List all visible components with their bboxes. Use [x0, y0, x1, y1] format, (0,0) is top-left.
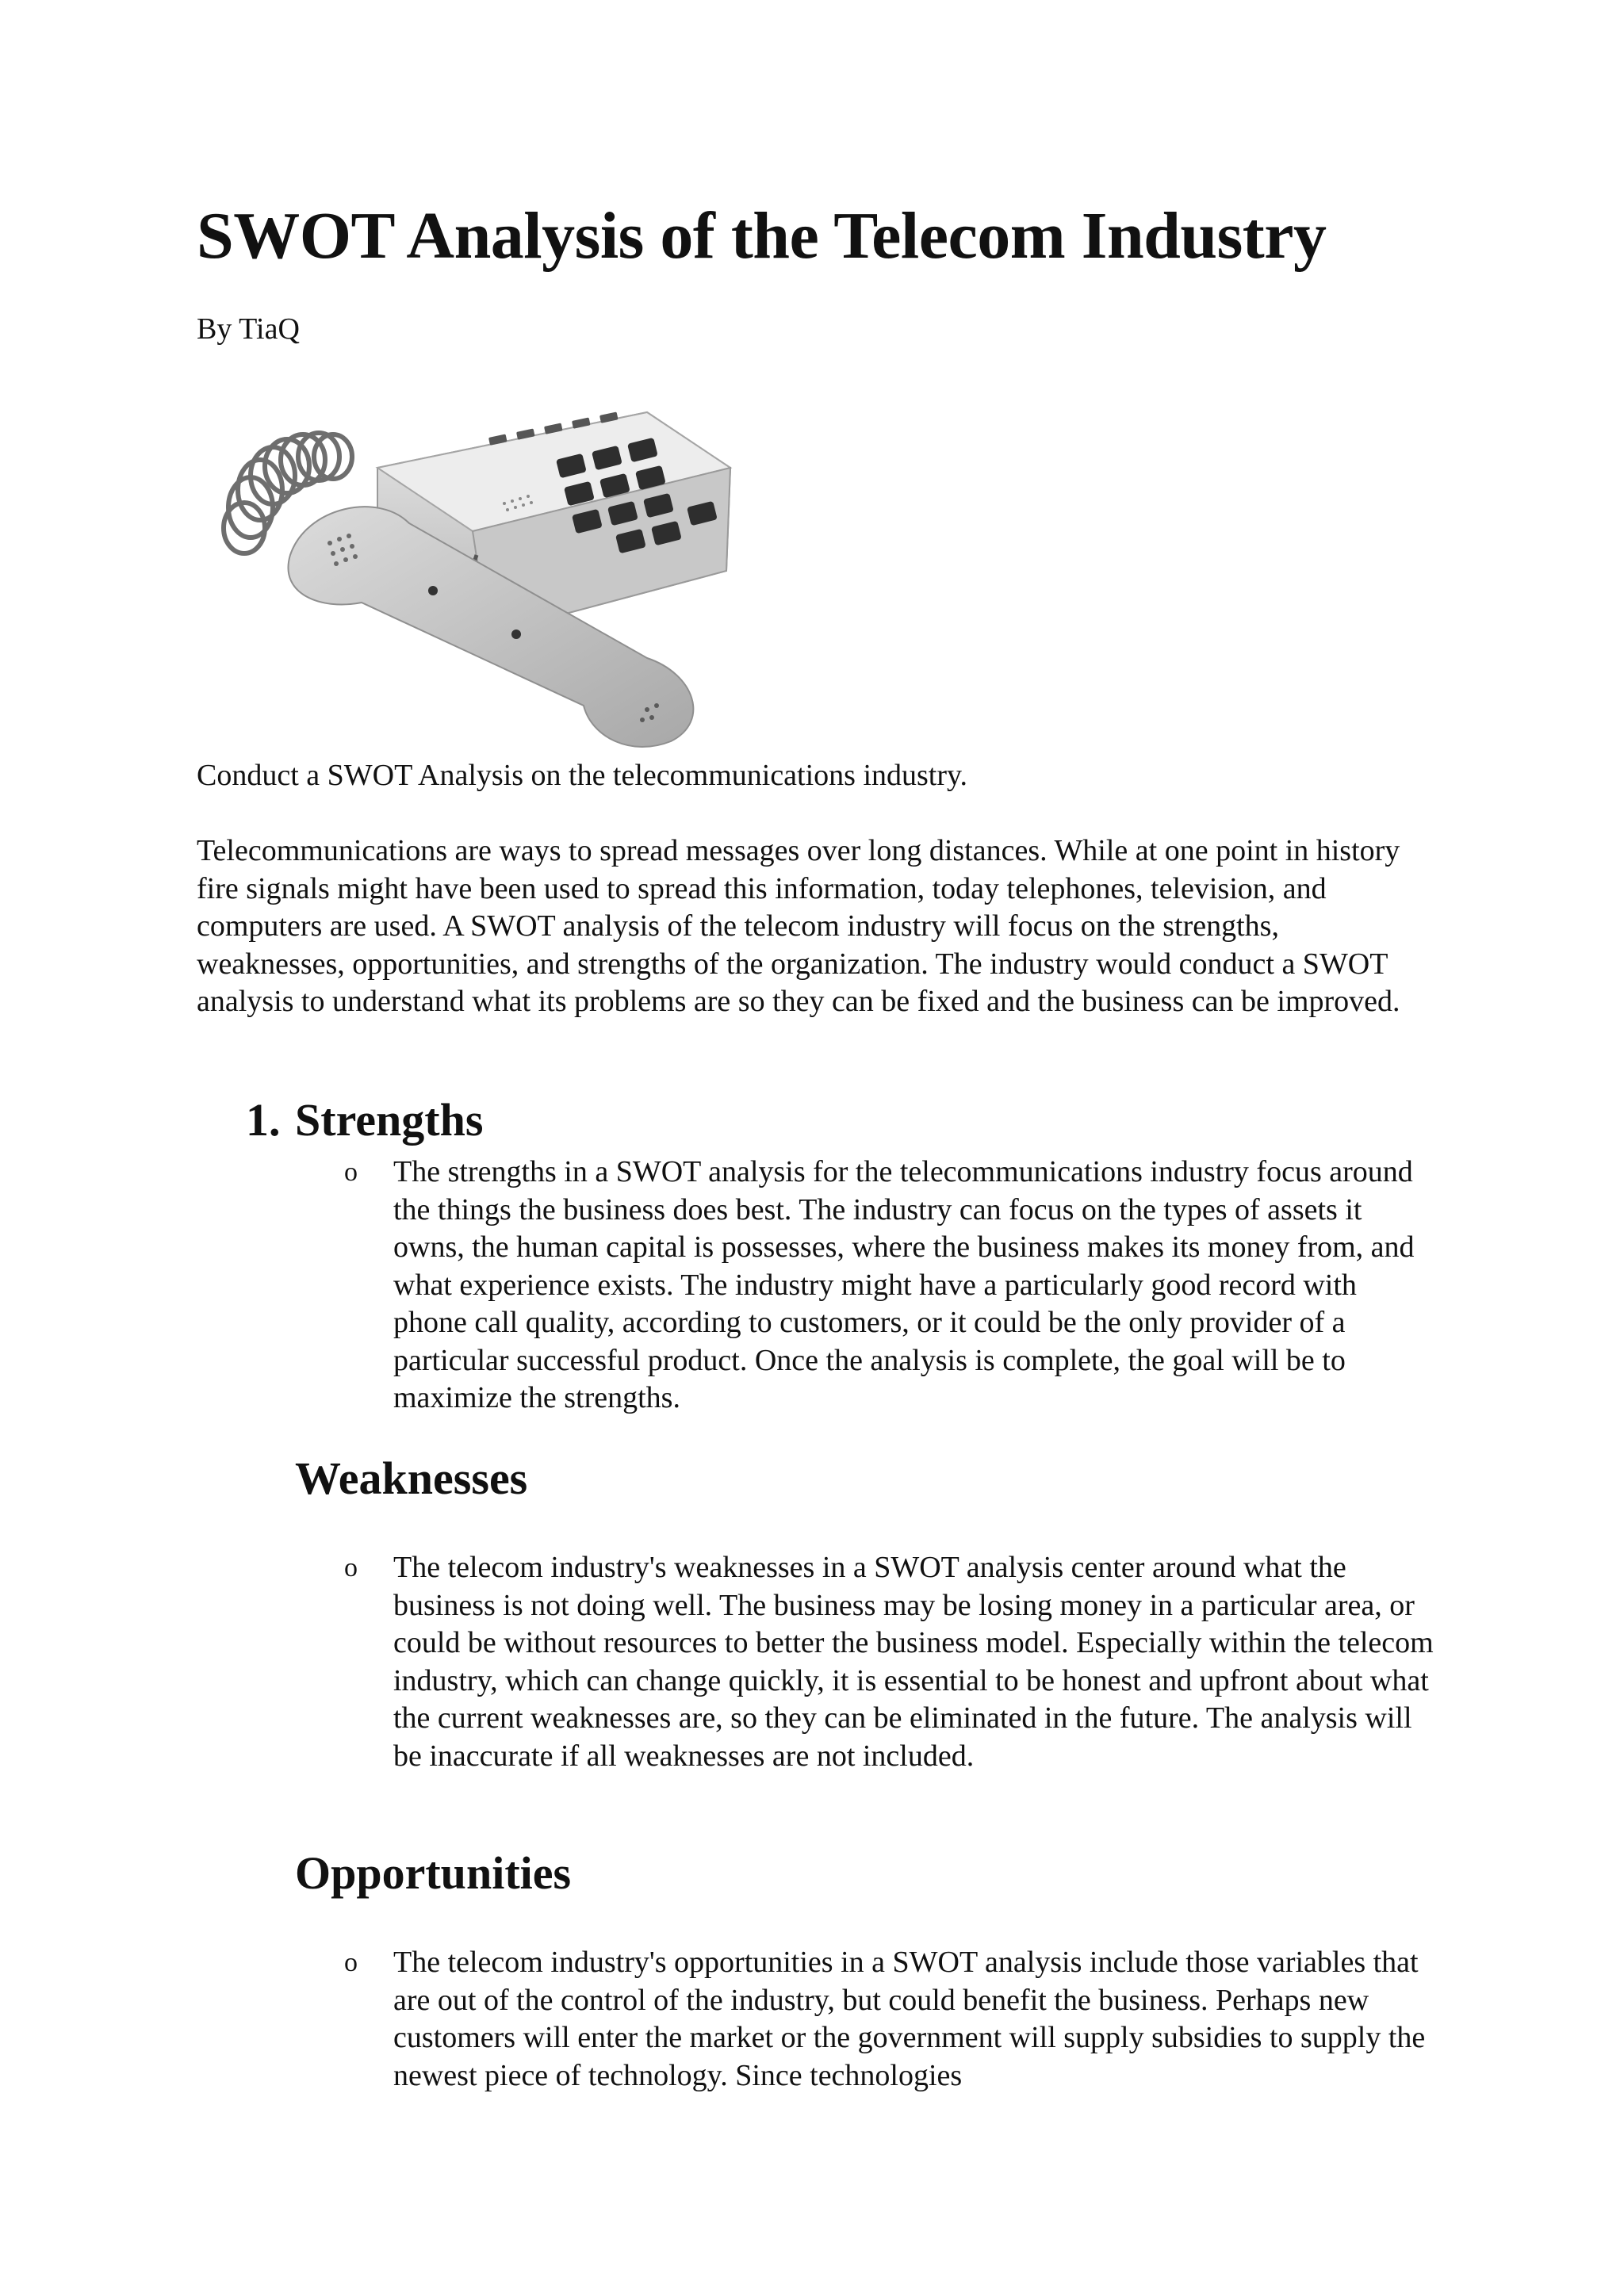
section-title: Weaknesses [295, 1452, 528, 1504]
bullet-marker: o [344, 1158, 358, 1187]
section-heading [246, 1094, 483, 1146]
author-byline: By TiaQ [197, 312, 300, 346]
bullet-text: The telecom industry's opportunities in a SWOT analysis include those variables that are out of the control of the industry, but could benefit the business. Perhaps new customers will enter the market or the government will supply subsidies to supply the newest piece of technology. Since technologies [393, 1946, 1426, 2092]
bullet-marker: o [344, 1948, 358, 1977]
section-title: Strengths [295, 1094, 484, 1146]
bullet-text: The strengths in a SWOT analysis for the telecommunications industry focus around the things the business does best. The industry can focus on the types of assets it owns, the human capital is possesses, where the business makes its money from, and what experience exists. The industry might have a particularly good record with phone call quality, according to customers, or it could be the only provider of a particular successful product. Once the analysis is complete, the goal will be to maximize the strengths. [393, 1155, 1415, 1414]
body-paragraph: Telecommunications are ways to spread messages over long distances. While at one point in history fire signals might have been used to spread this information, today telephones, television, and computers are used. A SWOT analysis of the telecom industry will focus on the strengths, weaknesses, opportunities, and strengths of the organization. The industry would conduct a SWOT analysis to understand what its problems are so they can be fixed and the business can be improved. [197, 834, 1400, 1018]
telephone-icon [203, 349, 766, 749]
bullet-text: The telecom industry's weaknesses in a SWOT analysis center around what the business is not doing well. The business may be losing money in a particular area, or could be without resources to better the business model. Especially within the telecom industry, which can change quickly, it is essential to be honest and upfront about what the current weaknesses are, so they can be eliminated in the future. The analysis will be inaccurate if all weaknesses are not included. [393, 1551, 1434, 1773]
section-title: Opportunities [295, 1847, 572, 1899]
intro-paragraph: Conduct a SWOT Analysis on the telecommunications industry. [197, 759, 968, 792]
page-title: SWOT Analysis of the Telecom Industry [197, 199, 1327, 273]
section-heading [295, 1452, 527, 1505]
bullet-marker: o [344, 1553, 358, 1582]
section-number: 1. [246, 1094, 281, 1146]
section-heading [295, 1847, 571, 1900]
telephone-image [203, 349, 766, 749]
